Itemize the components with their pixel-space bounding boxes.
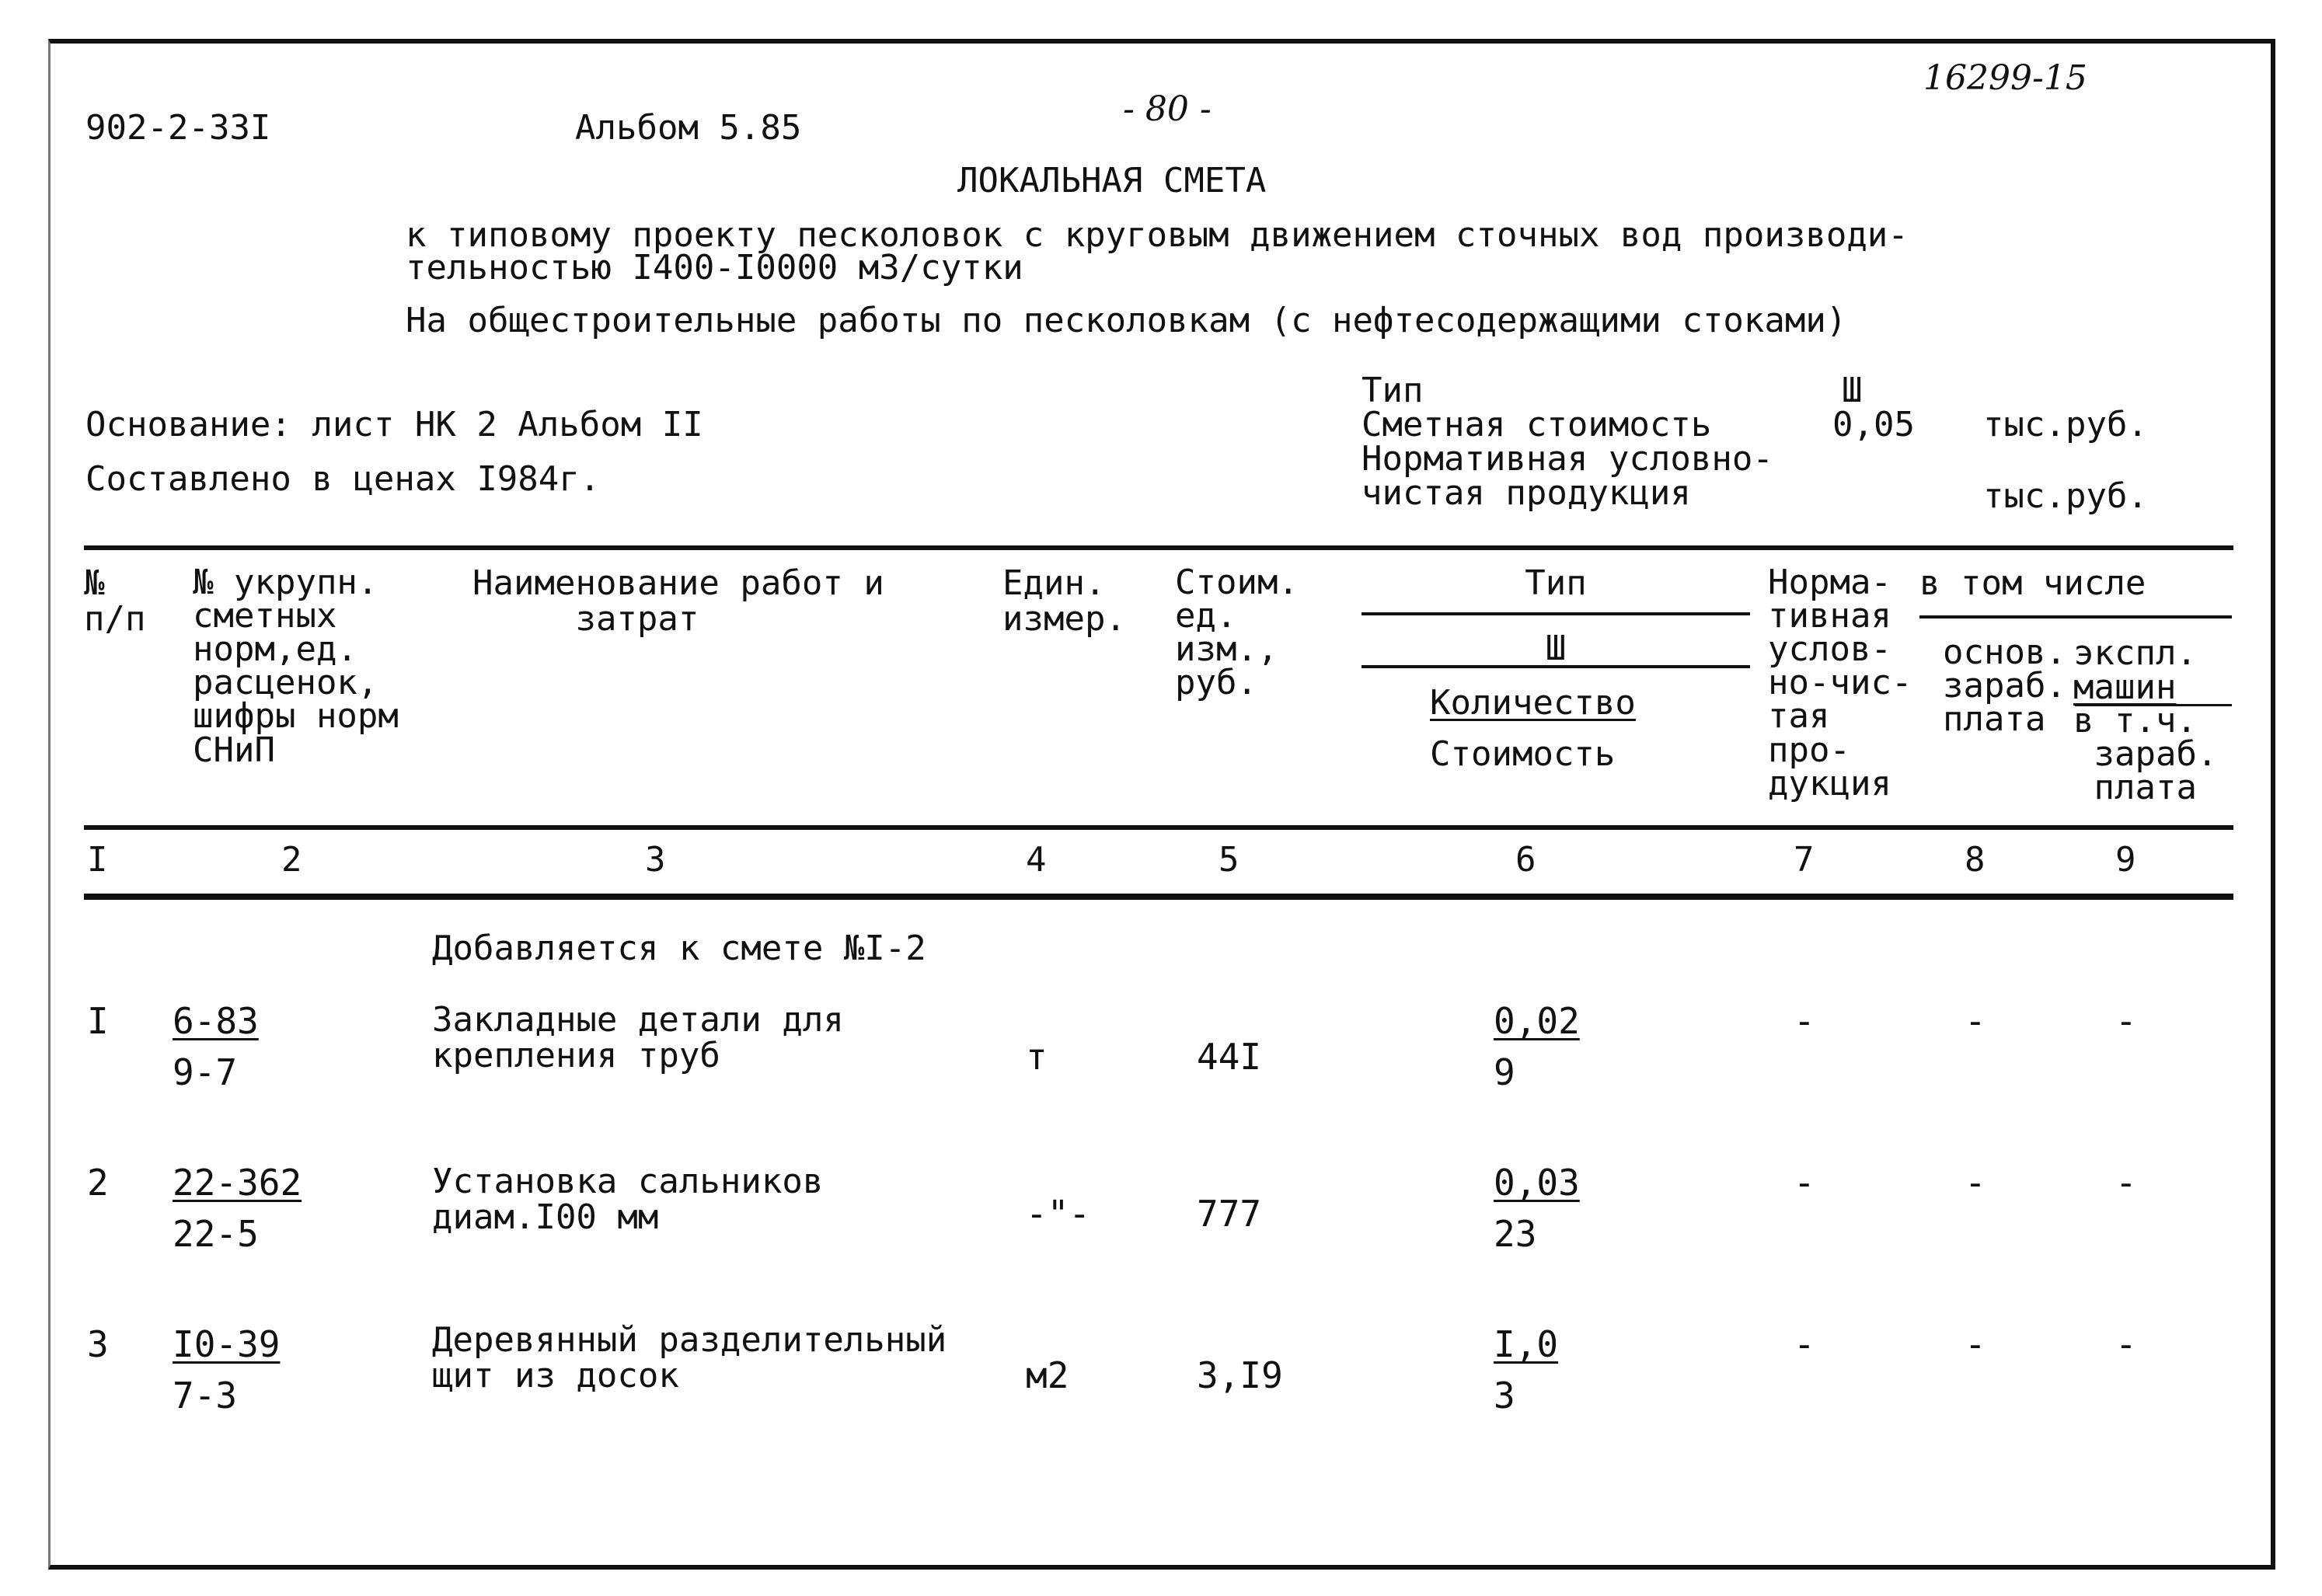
col-header-price: Стоим. ед. изм., руб. (1175, 563, 1299, 703)
col-header-machines-2: машин (2073, 667, 2177, 707)
document-sheet (48, 39, 2275, 1570)
album-label: Альбом 5.85 (575, 108, 802, 148)
row-norm-top: 6-83 (173, 1000, 259, 1042)
row-num: I (87, 1000, 109, 1042)
col-header-name: Наименование работ и затрат (472, 563, 884, 639)
normative-label-1: Нормативная условно- (1361, 439, 1773, 479)
col-number-8: 8 (1965, 840, 1986, 880)
col-number-3: 3 (645, 840, 666, 880)
col-header-type: Тип (1525, 563, 1587, 603)
row-norm-bottom: 22-5 (173, 1213, 259, 1255)
row-price: 44I (1197, 1036, 1262, 1078)
row-base-salary: - (1965, 1000, 1986, 1042)
row-num: 3 (87, 1323, 109, 1365)
row-norm-bottom: 9-7 (173, 1051, 238, 1093)
row-name: Закладные детали для крепления труб (432, 1000, 844, 1076)
col-header-normative: Норма- тивная услов- но-чис- тая про- дукция (1768, 563, 1912, 803)
header-bottom-rule (84, 825, 2233, 830)
page-number: - 80 - (1123, 89, 1212, 129)
document-number: 16299-15 (1923, 58, 2087, 98)
col-header-quantity: Количество (1430, 683, 1636, 723)
estimated-cost-label: Сметная стоимость (1361, 405, 1712, 444)
page-title: ЛОКАЛЬНАЯ СМЕТА (957, 161, 1267, 200)
subtitle-line-2: тельностью I400-I0000 м3/сутки (406, 248, 1023, 287)
col-header-cost: Стоимость (1430, 734, 1616, 774)
column-number-rule (84, 894, 2233, 900)
row-norm-top: I0-39 (173, 1323, 281, 1365)
estimated-cost-value: 0,05 (1832, 405, 1915, 444)
col-header-machines-1: экспл. (2073, 633, 2197, 673)
subtitle-line-1: к типовому проекту песколовок с круговым движением сточных вод производи- (406, 215, 1909, 255)
row-cost: 9 (1494, 1051, 1515, 1093)
table-top-rule (84, 545, 2233, 550)
col-number-7: 7 (1794, 840, 1815, 880)
row-machines: - (2115, 1323, 2137, 1365)
type-rule-1 (1361, 612, 1750, 615)
col-number-4: 4 (1026, 840, 1047, 880)
section-title: Добавляется к смете №I-2 (432, 929, 926, 968)
row-normative: - (1794, 1162, 1815, 1204)
estimated-cost-unit: тыс.руб. (1983, 405, 2148, 444)
col-number-1: I (87, 840, 108, 880)
row-name: Деревянный разделительный щит из досок (432, 1320, 947, 1396)
row-norm-bottom: 7-3 (173, 1375, 238, 1417)
row-unit: -"- (1026, 1193, 1091, 1235)
row-unit: т (1026, 1036, 1048, 1078)
row-cost: 23 (1494, 1213, 1537, 1255)
col-number-9: 9 (2115, 840, 2136, 880)
row-cost: 3 (1494, 1375, 1515, 1417)
type-label: Тип (1361, 371, 1424, 410)
col-header-norm: № укрупн. сметных норм,ед. расценок, шифры норм СНиП (193, 563, 399, 770)
col-header-type-value: Ш (1545, 629, 1567, 668)
document-code: 902-2-33I (85, 108, 271, 148)
row-normative: - (1794, 1323, 1815, 1365)
col-number-6: 6 (1515, 840, 1536, 880)
row-quantity: 0,03 (1494, 1162, 1580, 1204)
row-quantity: I,0 (1494, 1323, 1559, 1365)
row-num: 2 (87, 1162, 109, 1204)
subtitle-line-3: На общестроительные работы по песколовкам (с нефтесодержащими стоками) (406, 301, 1847, 340)
row-normative: - (1794, 1000, 1815, 1042)
row-machines: - (2115, 1000, 2137, 1042)
row-machines: - (2115, 1162, 2137, 1204)
row-price: 777 (1197, 1193, 1262, 1235)
row-base-salary: - (1965, 1162, 1986, 1204)
col-number-2: 2 (281, 840, 302, 880)
row-price: 3,I9 (1197, 1354, 1283, 1396)
row-norm-top: 22-362 (173, 1162, 302, 1204)
row-name: Установка сальников диам.I00 мм (432, 1162, 824, 1238)
row-quantity: 0,02 (1494, 1000, 1580, 1042)
col-number-5: 5 (1219, 840, 1239, 880)
in-total-rule (1919, 615, 2232, 619)
col-header-machines-3: в т.ч. зараб. плата (2073, 701, 2218, 808)
row-base-salary: - (1965, 1323, 1986, 1365)
col-header-group: в том числе (1919, 563, 2146, 603)
col-header-num: № п/п (84, 563, 146, 639)
row-unit: м2 (1026, 1354, 1069, 1396)
compiled-text: Составлено в ценах I984г. (85, 459, 601, 499)
col-header-unit: Един. измер. (1002, 563, 1126, 639)
normative-label-2: чистая продукция (1361, 473, 1691, 513)
normative-unit: тыс.руб. (1983, 476, 2148, 516)
basis-text: Основание: лист НК 2 Альбом II (85, 405, 703, 444)
type-value: Ш (1842, 371, 1863, 410)
col-header-base-salary: основ. зараб. плата (1943, 632, 2066, 740)
